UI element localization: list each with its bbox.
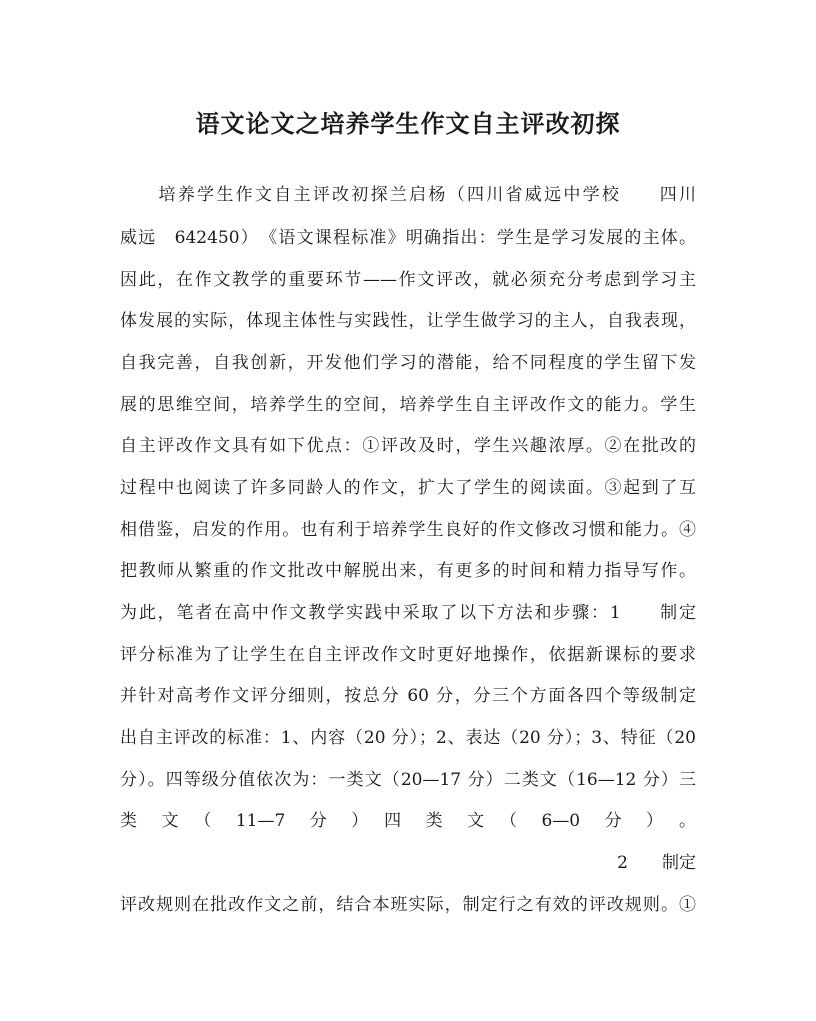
paragraph-line: 相借鉴，启发的作用。也有利于培养学生良好的作文修改习惯和能力。④: [120, 520, 696, 540]
paragraph-line: 评分标准为了让学生在自主评改作文时更好地操作，依据新课标的要求: [120, 645, 696, 665]
paragraph-line: 威远 642450） 《语文课程标准》明确指出：学生是学习发展的主体。: [120, 228, 696, 248]
paragraph-line: 并针对高考作文评分细则，按总分 60 分，分三个方面各四个等级制定: [120, 686, 696, 706]
paragraph-line: 因此，在作文教学的重要环节——作文评改，就必须充分考虑到学习主: [120, 270, 696, 290]
paragraph-line: 为此，笔者在高中作文教学实践中采取了以下方法和步骤：1 制定: [120, 603, 696, 623]
paragraph-line: 2 制定: [617, 853, 696, 873]
paragraph-line: 自主评改作文具有如下优点：①评改及时，学生兴趣浓厚。②在批改的: [120, 436, 696, 456]
paragraph-line: 分）。四等级分值依次为：一类文（20—17 分）二类文（16—12 分）三: [120, 770, 696, 790]
paragraph-line: 类 文 （ 11—7 分 ） 四 类 文 （ 6—0 分 ） 。: [120, 811, 696, 831]
paragraph-line: 展的思维空间，培养学生的空间，培养学生自主评改作文的能力。学生: [120, 395, 696, 415]
paragraph-line: 自我完善，自我创新，开发他们学习的潜能，给不同程度的学生留下发: [120, 353, 696, 373]
paragraph-line: 过程中也阅读了许多同龄人的作文，扩大了学生的阅读面。③起到了互: [120, 478, 696, 498]
document-title: 语文论文之培养学生作文自主评改初探: [195, 109, 621, 138]
paragraph-line: 把教师从繁重的作文批改中解脱出来，有更多的时间和精力指导写作。: [120, 561, 696, 581]
paragraph-line: 出自主评改的标准：1、内容（20 分）；2、表达（20 分）；3、特征（20: [120, 728, 696, 748]
paragraph-line: 体发展的实际，体现主体性与实践性，让学生做学习的主人，自我表现，: [120, 311, 696, 331]
paragraph-line: 培养学生作文自主评改初探兰启杨（四川省威远中学校 四川: [120, 185, 696, 205]
paragraph-line: 评改规则在批改作文之前，结合本班实际，制定行之有效的评改规则。①: [120, 895, 696, 915]
